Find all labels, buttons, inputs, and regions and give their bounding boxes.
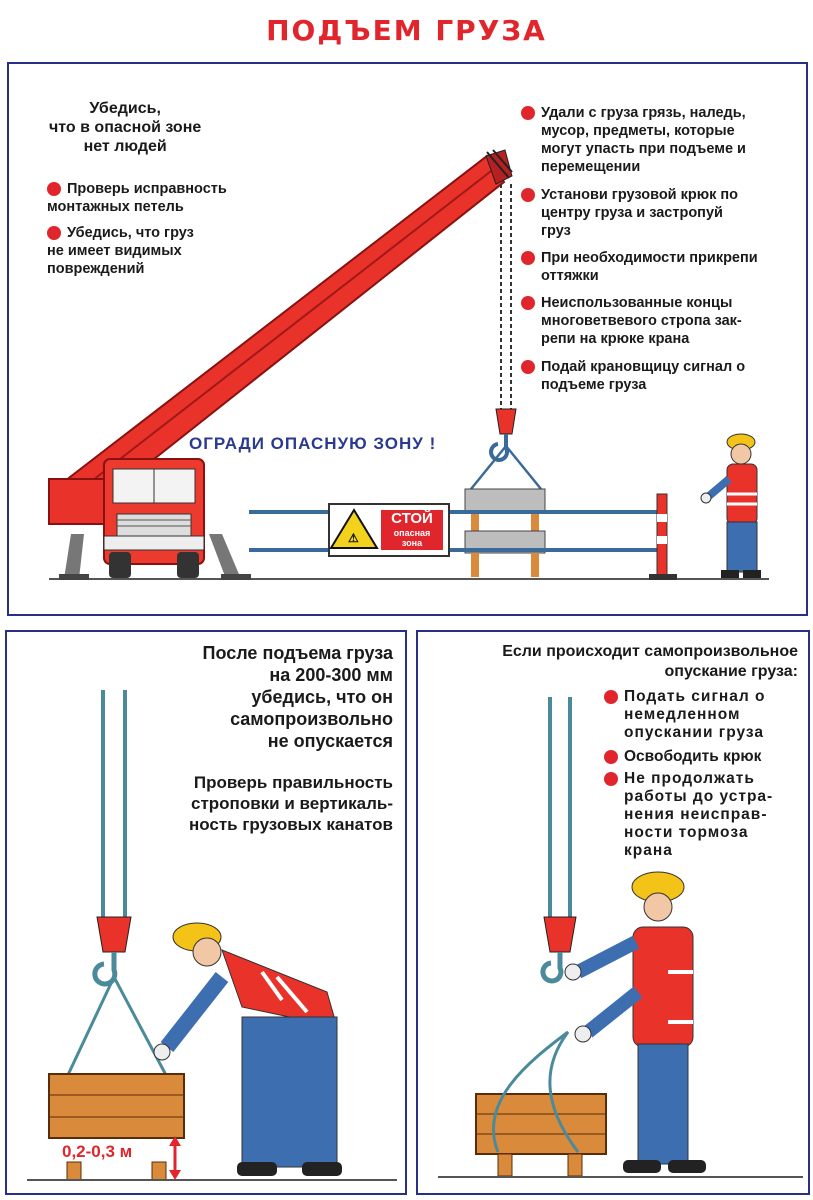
concrete-slabs xyxy=(465,489,545,577)
lift-sub-text: Проверь правильность строповки и вертикаль- ность грузовых канатов xyxy=(188,773,393,834)
barrier-fence xyxy=(249,494,677,580)
lowering-item-1: Подать сигнал о немедленном опускании груза xyxy=(604,688,766,742)
wooden-crate xyxy=(49,1074,184,1180)
lowering-item-2: Освободить крюк xyxy=(604,748,761,766)
lowering-heading: Если происходит самопроизвольное опускание груза: xyxy=(502,643,798,680)
lowering-item-3: Не продолжать работы до устра- нения неисправ- ности тормоза крана xyxy=(604,770,773,860)
right-item-2: Установи грузовой крюк по центру груза и застропуй груз xyxy=(521,186,738,240)
top-heading-line: что в опасной зоне xyxy=(49,119,202,136)
right-item-1: Удали с груза грязь, наледь, мусор, предметы, которые могут упасть при подъеме и перемещении xyxy=(521,104,746,176)
lift-main-text: После подъема груза на 200-300 мм убедись, что он самопроизвольно не опускается xyxy=(202,643,393,751)
hoist-ropes xyxy=(67,690,167,1077)
top-heading-line: нет людей xyxy=(83,138,167,155)
right-item-3: При необходимости прикрепи оттяжки xyxy=(521,249,758,285)
poster-title: ПОДЪЕМ ГРУЗА xyxy=(266,14,547,47)
wooden-crate xyxy=(476,1094,606,1176)
signalman-worker xyxy=(701,434,761,578)
left-item-2: Убедись, что груз не имеет видимых повреждений xyxy=(47,225,194,277)
top-heading-line: Убедись, xyxy=(89,100,161,117)
lift-height-measure: 0,2-0,3 м xyxy=(62,1142,133,1161)
right-item-4: Неиспользованные концы многоветвевого стропа зак- репи на крюке крана xyxy=(521,294,742,348)
height-arrow-icon xyxy=(169,1136,181,1180)
right-item-5: Подай крановщицу сигнал о подъеме груза xyxy=(521,358,745,394)
lift-check-panel xyxy=(5,630,407,1195)
fence-zone-label: ОГРАДИ ОПАСНУЮ ЗОНУ ! xyxy=(189,434,437,453)
left-item-1: Проверь исправность монтажных петель xyxy=(47,181,227,215)
top-heading xyxy=(49,99,201,156)
self-lowering-panel xyxy=(416,630,810,1195)
hoist-ropes xyxy=(543,697,576,981)
crane-panel xyxy=(7,62,808,616)
svg-text:⚠: ⚠ xyxy=(348,531,359,545)
stop-sign: СТОЙ опасная зона xyxy=(381,510,443,550)
